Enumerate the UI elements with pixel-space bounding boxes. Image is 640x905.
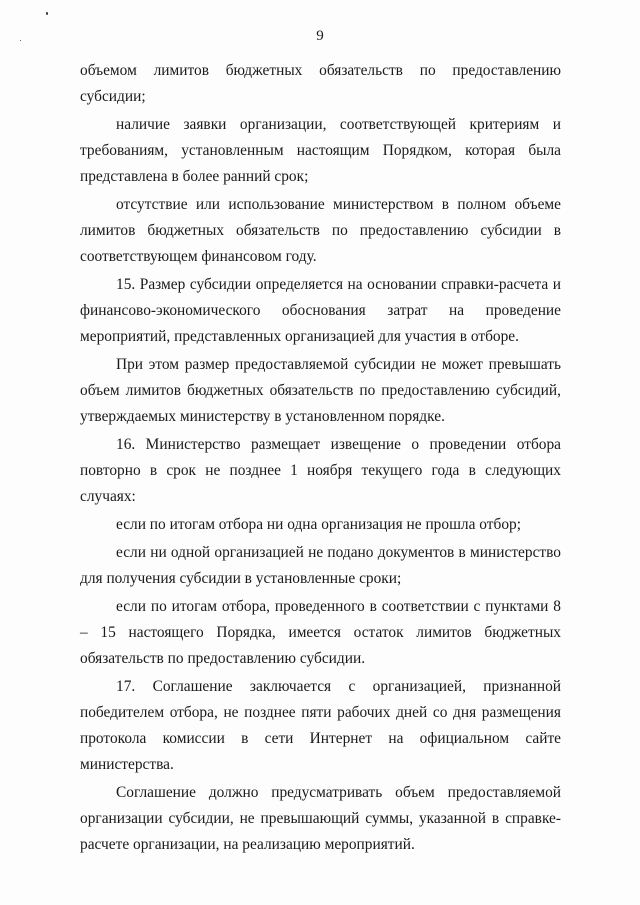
- paragraph: отсутствие или использование министерством в полном объеме лимитов бюджетных обязательств по предоставлению субсидии в соответствующем финансовом году.: [80, 196, 561, 265]
- paragraph: наличие заявки организации, соответствующей критериям и требованиям, установленным настоящим Порядком, которая была представлена в более ранний срок;: [80, 116, 561, 185]
- paragraph: 16. Министерство размещает извещение о проведении отбора повторно в срок не позднее 1 ноября текущего года в следующих случаях:: [80, 436, 561, 505]
- paragraph: если по итогам отбора, проведенного в соответствии с пунктами 8 – 15 настоящего Порядка, имеется остаток лимитов бюджетных обязательств по предоставлению субсидии.: [80, 598, 561, 667]
- page-number: 9: [316, 28, 324, 44]
- paragraph: 15. Размер субсидии определяется на основании справки-расчета и финансово-экономического обоснования затрат на проведение мероприятий, представленных организацией для участия в отборе.: [80, 276, 561, 345]
- paragraph: если ни одной организацией не подано документов в министерство для получения субсидии в установленные сроки;: [80, 544, 561, 587]
- paragraph: При этом размер предоставляемой субсидии не может превышать объем лимитов бюджетных обязательств по предоставлению субсидий, утверждаемых министерству в установленном порядке.: [80, 356, 561, 425]
- paragraph: 17. Соглашение заключается с организацией, признанной победителем отбора, не позднее пяти рабочих дней со дня размещения протокола комиссии в сети Интернет на официальном сайте министерства.: [80, 678, 561, 773]
- document-body: [80, 58, 561, 858]
- scan-speck: [46, 12, 48, 15]
- paragraph: если по итогам отбора ни одна организация не прошла отбор;: [116, 516, 521, 533]
- paragraph: Соглашение должно предусматривать объем предоставляемой организации субсидии, не превышающий суммы, указанной в справке-расчете организации, на реализацию мероприятий.: [80, 784, 561, 853]
- paragraph: объемом лимитов бюджетных обязательств по предоставлению субсидии;: [80, 62, 561, 105]
